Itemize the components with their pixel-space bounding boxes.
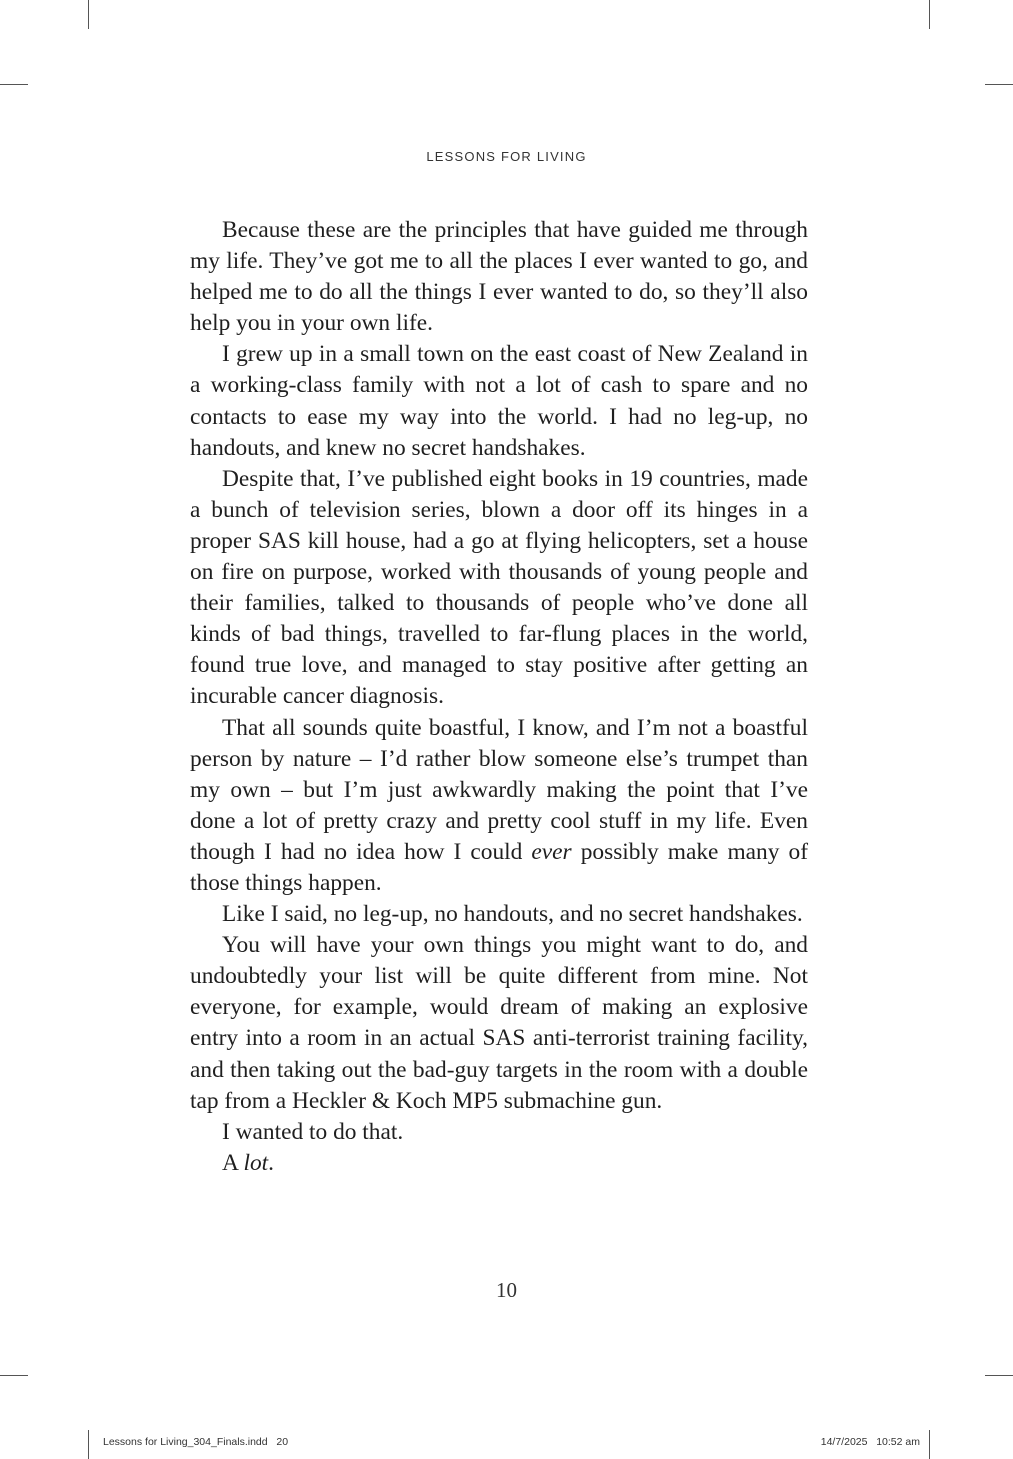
crop-mark-top-left xyxy=(88,0,89,29)
crop-mark-right-upper xyxy=(985,84,1013,85)
paragraph xyxy=(190,899,808,930)
paragraph-text: possibly make many of those things happen. xyxy=(190,838,808,896)
emphasis-text: ever xyxy=(531,838,572,865)
paragraph-text: Like I said, no leg-up, no handouts, and no secret handshakes. xyxy=(222,901,803,928)
paragraph-text: You will have your own things you might want to do, and undoubtedly your list will be quite different from mine. Not everyone, for example, would dream of making an explosive entry into a room in an actual SAS anti-terrorist training facility, and then taking out the bad-guy targets in the room with a double tap from a Heckler & Koch MP5 submachine gun. xyxy=(190,932,808,1114)
crop-mark-top-right xyxy=(929,0,930,29)
crop-mark-bottom-right xyxy=(929,1430,930,1459)
paragraph xyxy=(190,464,808,713)
paragraph-text: . xyxy=(268,1149,275,1176)
paragraph xyxy=(190,339,808,463)
paragraph-text: That all sounds quite boastful, I know, and I’m not a boastful person by nature – I’d rather blow someone else’s trumpet than my own – but I’m just awkwardly making the point that I’ve done a lot of pretty crazy and pretty cool stuff in my life. Even though I had no idea how I could xyxy=(190,714,808,865)
paragraph xyxy=(190,1148,808,1179)
paragraph xyxy=(190,1117,808,1148)
paragraph xyxy=(190,930,808,1117)
crop-mark-bottom-left xyxy=(88,1430,89,1459)
paragraph xyxy=(190,713,808,900)
slug-file-name: Lessons for Living_304_Finals.indd 20 xyxy=(103,1436,289,1448)
paragraph-text: Because these are the principles that have guided me through my life. They’ve got me to all the places I ever wanted to go, and helped me to do all the things I ever wanted to do, so they’ll also help you in your own life. xyxy=(190,217,808,337)
paragraph-text: Despite that, I’ve published eight books in 19 countries, made a bunch of television series, blown a door off its hinges in a proper SAS kill house, had a go at flying helicopters, set a house on fire on purpose, worked with thousands of young people and their families, talked to thousands of people who’ve done all kinds of bad things, travelled to far-flung places in the world, found true love, and managed to stay positive after getting an incurable cancer diagnosis. xyxy=(190,465,808,710)
body-text xyxy=(190,215,808,1179)
crop-mark-left-upper xyxy=(0,84,28,85)
crop-mark-left-lower xyxy=(0,1375,28,1376)
slug-timestamp: 14/7/2025 10:52 am xyxy=(820,1436,920,1448)
paragraph-text: I grew up in a small town on the east coast of New Zealand in a working-class family with not a lot of cash to spare and no contacts to ease my way into the world. I had no leg-up, no handouts, and knew no secret handshakes. xyxy=(190,341,808,461)
running-head: LESSONS FOR LIVING xyxy=(426,149,587,164)
page-number: 10 xyxy=(496,1278,517,1302)
paragraph xyxy=(190,215,808,339)
paragraph-text: I wanted to do that. xyxy=(222,1118,404,1145)
paragraph-text: A xyxy=(222,1149,244,1176)
emphasis-text: lot xyxy=(243,1149,269,1176)
crop-mark-right-lower xyxy=(985,1375,1013,1376)
